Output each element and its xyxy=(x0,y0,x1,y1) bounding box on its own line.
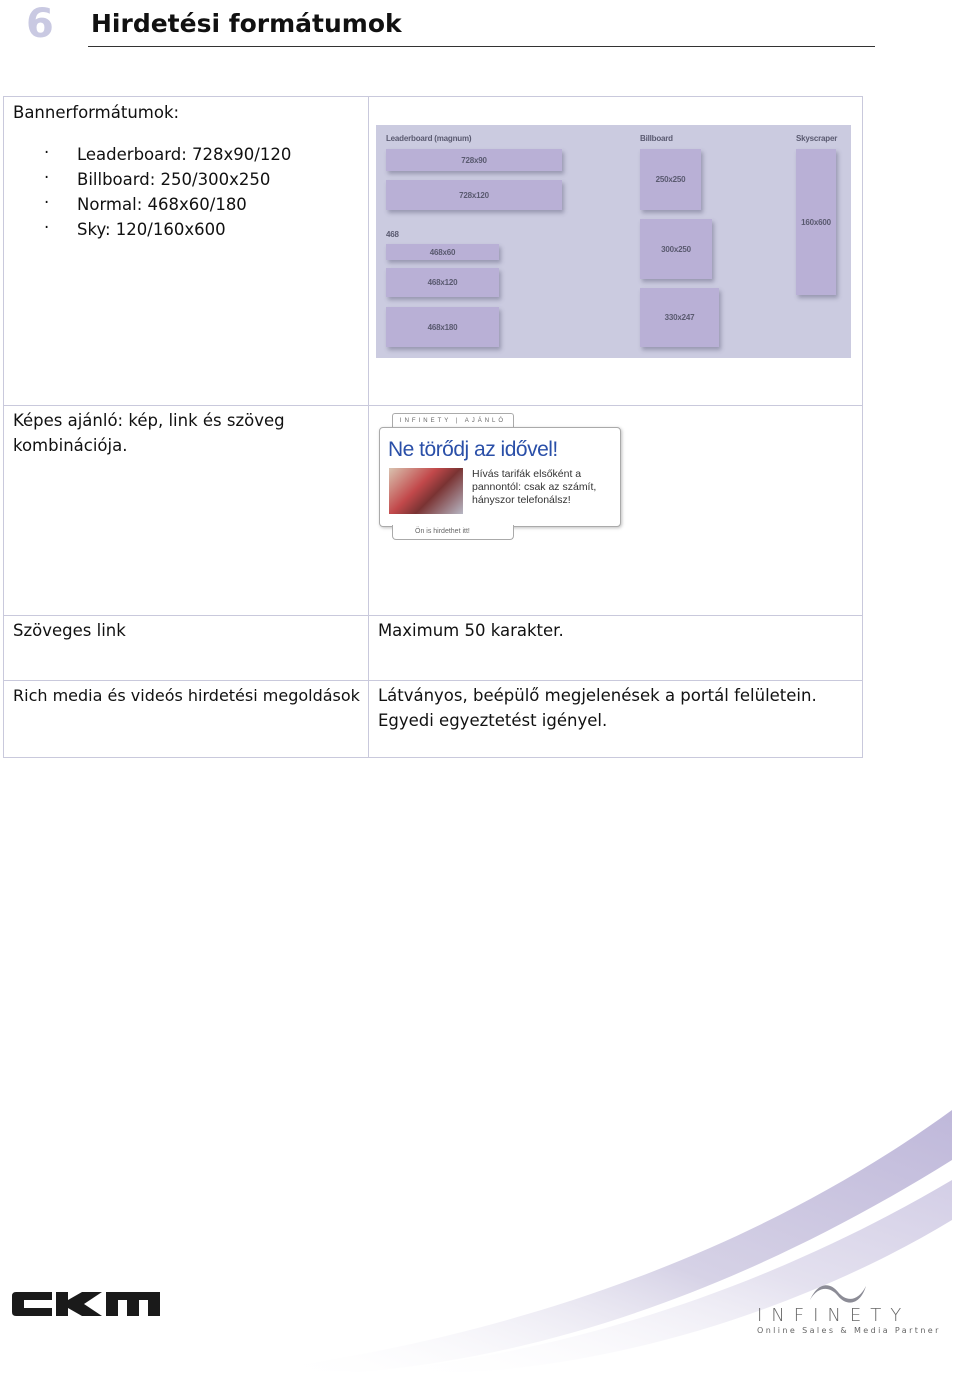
banner-format-list xyxy=(13,142,360,242)
normal-468x180-box: 468x180 xyxy=(386,307,499,347)
billboard-heading: Billboard xyxy=(640,134,673,143)
list-item: · Sky: 120/160x600 xyxy=(44,218,226,239)
ckm-logo xyxy=(12,1292,160,1316)
promo-tab-label: INFINETY | AJÁNLÓ xyxy=(392,413,514,428)
leaderboard-728x120-box: 728x120 xyxy=(386,180,562,210)
page-title: Hirdetési formátumok xyxy=(91,9,402,38)
infinety-tagline: Online Sales & Media Partner xyxy=(757,1326,941,1335)
text-link-label: Szöveges link xyxy=(13,621,126,640)
list-item: · Leaderboard: 728x90/120 xyxy=(44,143,292,164)
list-item: · Billboard: 250/300x250 xyxy=(44,168,271,189)
billboard-300x250-box: 300x250 xyxy=(640,219,712,279)
skyscraper-heading: Skyscraper xyxy=(796,134,838,143)
normal-heading: 468 xyxy=(386,230,399,239)
rich-media-value-cell xyxy=(368,681,862,758)
promo-headline: Ne törődj az idővel! xyxy=(388,438,558,461)
promo-body: Hívás tarifák elsőként a pannontól: csak az számít, hányszor telefonálsz! xyxy=(472,468,597,506)
infinety-logo-mark xyxy=(808,1280,868,1306)
table-row-rich-media xyxy=(4,681,863,758)
promo-footer: Ön is hirdethet itt! xyxy=(392,525,514,540)
billboard-250x250-box: 250x250 xyxy=(640,149,701,210)
title-rule xyxy=(88,46,875,47)
promo-photo xyxy=(389,468,463,514)
leaderboard-heading: Leaderboard (magnum) xyxy=(386,134,472,143)
rich-media-label: Rich media és videós hirdetési megoldások xyxy=(13,686,360,705)
table-row-text-link xyxy=(4,616,863,681)
rich-media-value: Látványos, beépülő megjelenések a portál felületein. Egyedi egyeztetést igényel. xyxy=(377,686,817,730)
promo-label-cell xyxy=(4,406,369,616)
leaderboard-728x90-box: 728x90 xyxy=(386,149,562,171)
normal-468x120-box: 468x120 xyxy=(386,268,499,297)
skyscraper-160x600-box: 160x600 xyxy=(796,149,836,295)
banner-label-cell xyxy=(4,97,369,406)
promo-label: Képes ajánló: kép, link és szöveg kombinációja. xyxy=(13,411,285,455)
banner-format-diagram xyxy=(376,125,851,358)
banner-formats-label: Bannerformátumok: xyxy=(13,103,180,122)
promo-card xyxy=(379,427,621,527)
text-link-value-cell xyxy=(368,616,862,681)
infinety-logo: INFINETY xyxy=(757,1305,911,1326)
billboard-330x247-box: 330x247 xyxy=(640,288,719,347)
rich-media-label-cell xyxy=(4,681,369,758)
text-link-value: Maximum 50 karakter. xyxy=(377,621,564,640)
list-item: · Normal: 468x60/180 xyxy=(44,193,247,214)
text-link-label-cell xyxy=(4,616,369,681)
promo-widget-image xyxy=(379,405,621,543)
normal-468x60-box: 468x60 xyxy=(386,244,499,260)
chapter-number: 6 xyxy=(26,1,54,47)
decorative-swoosh xyxy=(0,1100,960,1378)
